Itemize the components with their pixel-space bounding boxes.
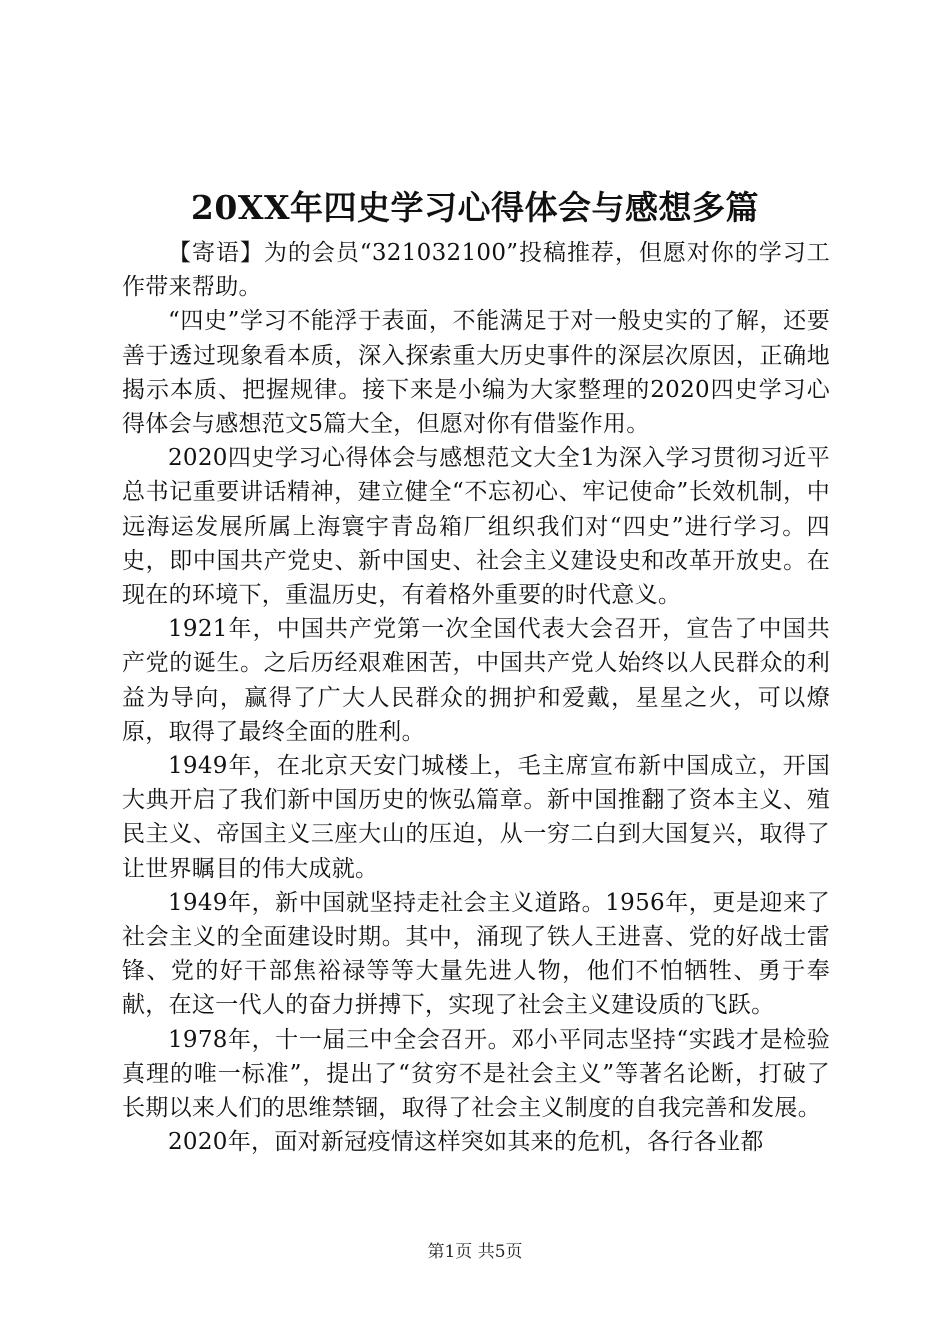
paragraph-1949-socialism: 1949年，新中国就坚持走社会主义道路。1956年，更是迎来了社会主义的全面建设时期。其中，涌现了铁人王进喜、党的好战士雷锋、党的好干部焦裕禄等等大量先进人物，他们不怕牺牲、勇于奉献，在这一代人的奋力拼搏下，实现了社会主义建设质的飞跃。 — [122, 889, 830, 1019]
paragraph-foreword: 【寄语】为的会员“321032100”投稿推荐，但愿对你的学习工作带来帮助。 — [122, 240, 830, 301]
paragraph-intro: “四史”学习不能浮于表面，不能满足于对一般史实的了解，还要善于透过现象看本质，深入探索重大历史事件的深层次原因，正确地揭示本质、把握规律。接下来是小编为大家整理的2020四史学习心得体会与感想范文5篇大全，但愿对你有借鉴作用。 — [122, 308, 830, 438]
page-number: 第1页 共5页 — [427, 1242, 523, 1262]
document-title: 20XX年四史学习心得体会与感想多篇 — [190, 188, 760, 227]
paragraph-2020: 2020年，面对新冠疫情这样突如其来的危机，各行各业都 — [168, 1129, 764, 1156]
paragraph-1978: 1978年，十一届三中全会召开。邓小平同志坚持“实践才是检验真理的唯一标准”，提出了“贫穷不是社会主义”等著名论断，打破了长期以来人们的思维禁锢，取得了社会主义制度的自我完善和发展。 — [122, 1026, 830, 1122]
paragraph-essay-1: 2020四史学习心得体会与感想范文大全1为深入学习贯彻习近平总书记重要讲话精神，建立健全“不忘初心、牢记使命”长效机制，中远海运发展所属上海寰宇青岛箱厂组织我们对“四史”进行学习。四史，即中国共产党史、新中国史、社会主义建设史和改革开放史。在现在的环境下，重温历史，有着格外重要的时代意义。 — [122, 445, 830, 609]
paragraph-1949-founding: 1949年，在北京天安门城楼上，毛主席宣布新中国成立，开国大典开启了我们新中国历史的恢弘篇章。新中国推翻了资本主义、殖民主义、帝国主义三座大山的压迫，从一穷二白到大国复兴，取得了让世界瞩目的伟大成就。 — [122, 753, 830, 882]
page-footer — [0, 1240, 950, 1264]
paragraph-1921: 1921年，中国共产党第一次全国代表大会召开，宣告了中国共产党的诞生。之后历经艰难困苦，中国共产党人始终以人民群众的利益为导向，赢得了广大人民群众的拥护和爱戴，星星之火，可以燎原，取得了最终全面的胜利。 — [122, 616, 830, 745]
document-body — [122, 236, 830, 1159]
